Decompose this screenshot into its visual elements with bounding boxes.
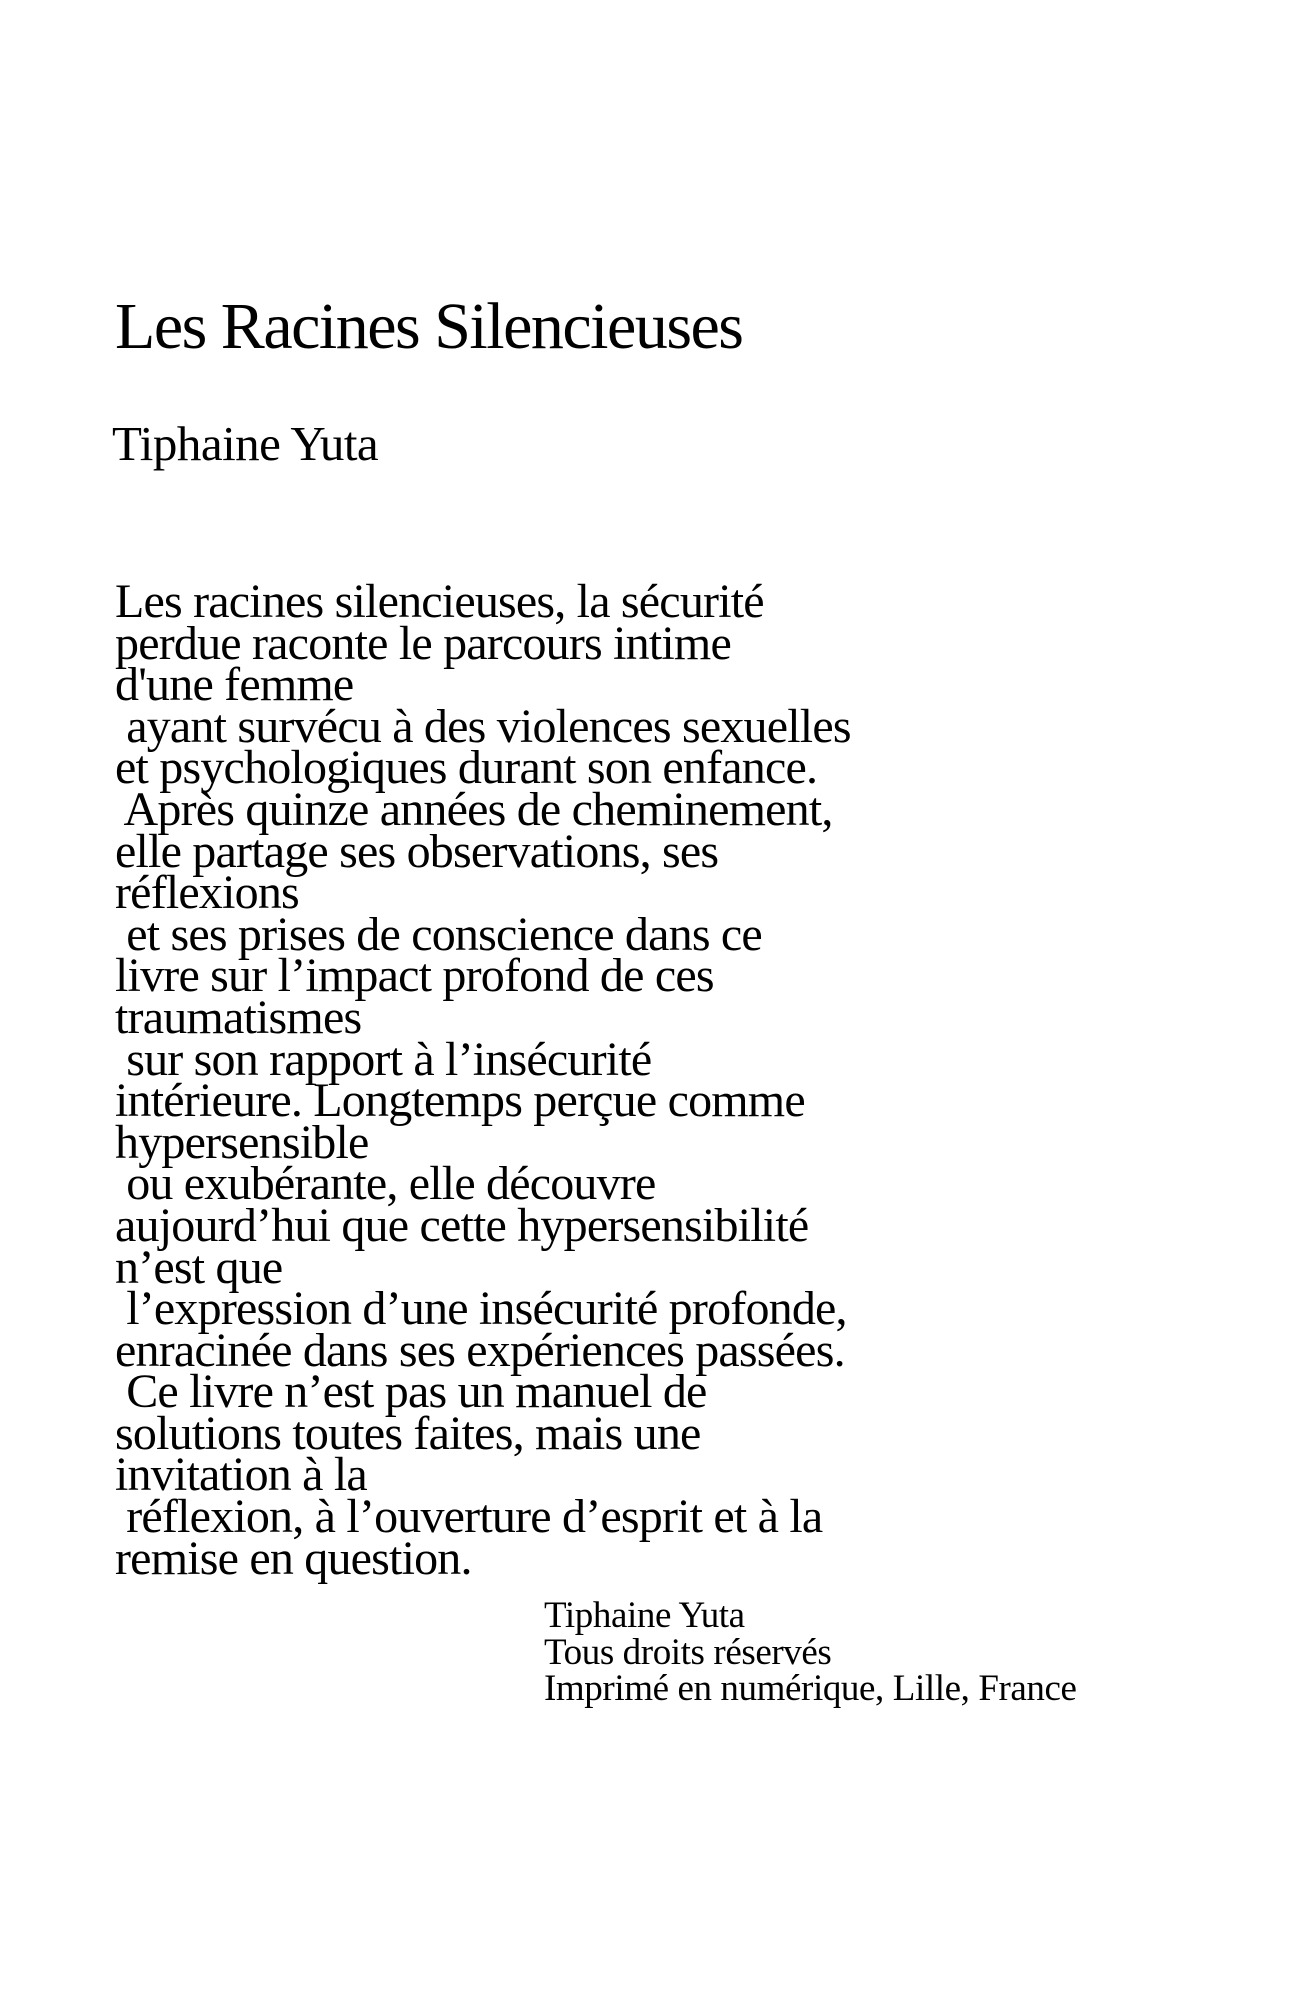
description-line: solutions toutes faites, mais une [115, 1406, 701, 1460]
description-line: ou exubérante, elle découvre [115, 1157, 656, 1211]
description-line: ayant survécu à des violences sexuelles [115, 699, 851, 753]
description-line: Après quinze années de cheminement, [115, 782, 833, 836]
description-line: perdue raconte le parcours intime [115, 616, 731, 670]
description-line: traumatismes [115, 990, 362, 1044]
description-line: sur son rapport à l’insécurité [115, 1032, 652, 1086]
colophon-block [544, 1595, 1077, 1710]
description-line: aujourd’hui que cette hypersensibilité [115, 1198, 809, 1252]
description-line: livre sur l’impact profond de ces [115, 949, 714, 1003]
colophon-imprint: Imprimé en numérique, Lille, France [544, 1668, 1077, 1710]
description-line: Les racines silencieuses, la sécurité [115, 575, 764, 628]
description-line: remise en question. [115, 1531, 472, 1585]
description-line: réflexion, à l’ouverture d’esprit et à la [115, 1490, 823, 1544]
page-title: Les Racines Silencieuses [115, 290, 743, 363]
description-line: l’expression d’une insécurité profonde, [115, 1282, 847, 1336]
description-line: invitation à la [115, 1448, 367, 1502]
description-line: réflexions [115, 866, 299, 920]
description-line: n’est que [115, 1240, 283, 1294]
description-line: Ce livre n’est pas un manuel de [115, 1365, 707, 1419]
description-line: hypersensible [115, 1115, 369, 1169]
description-line: et psychologiques durant son enfance. [115, 741, 818, 795]
book-description [115, 575, 851, 1585]
colophon-rights: Tous droits réservés [544, 1631, 832, 1673]
colophon-author: Tiphaine Yuta [544, 1595, 745, 1636]
description-line: d'une femme [115, 658, 354, 712]
description-line: enracinée dans ses expériences passées. [115, 1323, 845, 1377]
author-name: Tiphaine Yuta [112, 416, 379, 471]
description-line: elle partage ses observations, ses [115, 824, 719, 878]
description-line: et ses prises de conscience dans ce [115, 907, 762, 961]
description-line: intérieure. Longtemps perçue comme [115, 1074, 805, 1128]
